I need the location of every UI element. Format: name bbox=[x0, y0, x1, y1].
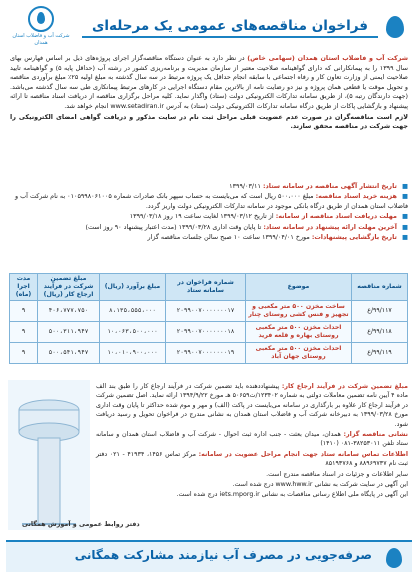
water-drop-icon bbox=[386, 548, 402, 568]
detail-label: هزینه خرید اسناد مناقصه: bbox=[315, 192, 397, 201]
bullet-icon: ■ bbox=[401, 233, 408, 242]
footer-note-value: همدان، میدان بعثت - جنب اداره ثبت احوال - شرکت آب و فاضلاب استان همدان و سامانه ستاد تلفن ۳۸۲۵۳۰۱۱-۰۸۱ (۱۴۱۰) bbox=[96, 431, 408, 448]
tender-number: ۹۹/۱۱۸/ع bbox=[352, 322, 408, 343]
detail-value: از تاریخ ۱۳۹۹/۰۳/۱۲ لغایت ساعت ۱۹ روز ۱۳۹۹/۰۳/۱۸ bbox=[129, 212, 274, 221]
footer-note-value: مرکز تماس ۱۴۵۶، ۴۱۹۳۴ - ۰۲۱ دفتر ثبت نام ۸۸۹۶۹۷۳۷ و ۸۵۱۹۳۷۶۸ bbox=[96, 450, 408, 468]
tender-number: ۹۹/۱۱۷/ع bbox=[352, 301, 408, 322]
footer-note-label: مبلغ تضمین شرکت در فرآیند ارجاع کار: bbox=[281, 383, 408, 390]
table-row bbox=[10, 343, 408, 364]
call-number: ۲۰۹۹۰۰۷۰۰۰۰۰۰۰۱۹ bbox=[166, 343, 246, 364]
guarantee-amount: ۵۰۰،۵۴۱،۹۴۷ bbox=[38, 343, 100, 364]
table-row bbox=[10, 301, 408, 322]
page-title bbox=[82, 14, 378, 38]
column-header: موضوع bbox=[246, 274, 352, 301]
water-tower-illustration bbox=[8, 380, 90, 530]
column-header: شماره مناقصه bbox=[352, 274, 408, 301]
signature: دفتر روابط عمومی و آموزش همگانی bbox=[22, 520, 140, 528]
bottom-banner bbox=[6, 540, 412, 572]
footer-extra: سایر اطلاعات و جزئیات در اسناد مناقصه مندرج است. bbox=[266, 470, 408, 478]
slogan: صرفه‌جویی در مصرف آب نیازمند مشارکت همگانی bbox=[74, 548, 372, 562]
column-header: شماره فراخوان در سامانه ستاد bbox=[166, 274, 246, 301]
tender-subject: ساخت مخزن ۵۰۰ متر مکعبی و تجهیز و فنس کشی روستای چنار bbox=[246, 301, 352, 322]
call-number: ۲۰۹۹۰۰۷۰۰۰۰۰۰۰۱۷ bbox=[166, 301, 246, 322]
detail-label: تاریخ انتشار آگهی مناقصه در سامانه ستاد: bbox=[262, 182, 397, 190]
estimate-amount: ۱۰،۰۶۳،۵۰۰،۰۰۰ bbox=[100, 322, 166, 343]
bullet-icon: ■ bbox=[401, 182, 408, 190]
intro-text-2: لازم است مناقصه‌گران در صورت عدم عضویت قبلی مراحل ثبت نام در سایت مذکور و دریافت گواهی امضای الکترونیکی را جهت شرکت در مناقصه محقق سازند. bbox=[10, 112, 408, 131]
column-header: مدت اجرا (ماه) bbox=[10, 274, 38, 301]
guarantee-amount: ۵۰۰،۳۱۱،۹۴۷ bbox=[38, 322, 100, 343]
estimate-amount: ۸،۱۳۵،۵۵۵،۰۰۰ bbox=[100, 301, 166, 322]
footer-note-label: نشانی مناقصه گزار: bbox=[343, 431, 408, 439]
footer-extra: این آگهی در سایت شرکت به نشانی www.hww.ir درج شده است. bbox=[232, 481, 408, 489]
tenders-table bbox=[9, 273, 408, 364]
footer-note bbox=[96, 450, 408, 469]
detail-label: تاریخ بازگشایی پیشنهادات: bbox=[311, 233, 397, 242]
detail-row bbox=[10, 192, 408, 211]
detail-label: مهلت دریافت اسناد مناقصه از سامانه: bbox=[275, 212, 397, 221]
detail-row bbox=[10, 223, 408, 232]
guarantee-amount: ۴۰۶،۷۷۷،۷۵۰ bbox=[38, 301, 100, 322]
detail-row bbox=[10, 233, 408, 242]
call-number: ۲۰۹۹۰۰۷۰۰۰۰۰۰۰۱۸ bbox=[166, 322, 246, 343]
bullet-icon: ■ bbox=[401, 222, 408, 231]
tender-details bbox=[10, 182, 408, 243]
table-header-row bbox=[10, 274, 408, 301]
tender-number: ۹۹/۱۱۹/ع bbox=[352, 343, 408, 364]
bullet-icon: ■ bbox=[401, 192, 408, 201]
water-tower-icon bbox=[8, 380, 90, 530]
duration: ۹ bbox=[10, 322, 38, 343]
detail-label: آخرین مهلت ارائه پیشنهاد در سامانه ستاد: bbox=[263, 222, 397, 231]
footer-note-value: پیشنهاددهنده باید تضمین شرکت در فرآیند ارجاع کار را طبق بند الف ماده ۴ آیین نامه تضمین معاملات دولتی به شماره ۱۲۳۴۰۲/ت۵۰۶۵۹ هـ مورخ ۱۳۹۴/۹/۲۲ ارائه نماید. اصل تضمین شرکت در فرآیند ارجاع کار علاوه بر بارگذاری در سامانه می‌بایست در پاکت (الف) و مهر و موم شده حداکثر تا پایان وقت اداری مورخ ۱۳۹۹/۰۳/۲۸ به دبیرخانه شرکت آب و فاضلاب استان همدان به نشانی مندرج در فراخوان تحویل و رسید دریافت شود. bbox=[96, 383, 409, 428]
intro-paragraph bbox=[10, 54, 408, 133]
header bbox=[6, 4, 412, 50]
company-logo bbox=[6, 4, 76, 50]
duration: ۹ bbox=[10, 343, 38, 364]
column-header: مبلغ برآورد (ریال) bbox=[100, 274, 166, 301]
table-row bbox=[10, 322, 408, 343]
detail-row bbox=[10, 182, 408, 191]
column-header: مبلغ تضمین شرکت در فرآیند ارجاع کار (ریال) bbox=[38, 274, 100, 301]
logo-text: شرکت آب و فاضلاب استان همدان bbox=[12, 33, 70, 46]
footer-notes bbox=[96, 382, 408, 501]
footer-note bbox=[96, 382, 408, 429]
logo-drop-icon bbox=[28, 6, 54, 32]
estimate-amount: ۱۰،۰۱۰،۹۰۰،۰۰۰ bbox=[100, 343, 166, 364]
detail-value: تا پایان وقت اداری ۱۳۹۹/۰۳/۲۸ (مدت اعتبار پیشنهاد ۹۰ روز است) bbox=[85, 222, 262, 231]
footer-note-label: اطلاعات تماس سامانه ستاد جهت انجام مراحل عضویت در سامانه: bbox=[198, 450, 408, 458]
intro-lead: شرکت آب و فاضلاب استان همدان (سهامی خاص) bbox=[247, 54, 408, 62]
detail-value: ۱۳۹۹/۰۳/۱۱ bbox=[229, 182, 261, 190]
intro-text: در نظر دارد به عنوان دستگاه مناقصه‌گزار اجرای پروژه‌های ذیل بر اساس فهارس بهای سال ۱۳۹۹ را به پیمانکارانی که دارای گواهینامه صلاحیت معتبر از سازمان مدیریت و برنامه‌ریزی کشور در رشته آب (حداقل پایه ۵) و گواهینامه تایید صلاحیت ایمنی از وزارت تعاون کار و رفاه اجتماعی با سابقه انجام حداقل یک پروژه مرتبط در سه سال گذشته به مبلغ اولیه ۲۵٪ مبلغ برآوردی مناقصه و تحویل موقت یا قطعی همان پروژه و نیز دو رضایت نامه از بالاترین مقام دستگاه اجرایی در کارهای مرتبط پیمانکاری طی سه سال گذشته می‌باشد. (جهت دارندگان رتبه ۵)، از طریق سامانه تدارکات الکترونیکی دولت (ستاد) واگذار نماید. کلیه مراحل برگزاری مناقصه از دریافت اسناد مناقصه تا ارائه پیشنهاد و بازگشایی پاکات از طریق درگاه سامانه تدارکات الکترونیکی دولت (ستاد) به آدرس www.setadiran.ir انجام خواهد شد. bbox=[10, 54, 408, 110]
detail-row bbox=[10, 212, 408, 221]
bullet-icon: ■ bbox=[401, 212, 408, 221]
page-title-text: فراخوان مناقصه‌های عمومی یک مرحله‌ای bbox=[92, 18, 368, 34]
footer-extra: این آگهی در پایگاه ملی اطلاع رسانی مناقصات به نشانی iets.mporg.ir درج شده است. bbox=[176, 491, 408, 499]
duration: ۹ bbox=[10, 301, 38, 322]
title-bar bbox=[82, 14, 378, 38]
water-drop-icon bbox=[386, 16, 404, 38]
tender-subject: احداث مخزن ۵۰۰ متر مکعبی روستای جهان آباد bbox=[246, 343, 352, 364]
detail-value: مبلغ ۵۰۰،۰۰۰ ریال است که می‌بایست به حساب سپهر بانک صادرات شماره ۰۱۰۵۹۹۸۰۶۱۰۰۵ به نام شرکت آب و فاضلاب استان همدان از طریق درگاه بانکی موجود در سامانه تدارکات الکترونیکی دولت واریز گردد. bbox=[15, 192, 408, 210]
detail-value: مورخ ۱۳۹۹/۰۴/۰۱ ساعت ۱۰ صبح سالن جلسات مناقصه گزار bbox=[147, 233, 310, 242]
footer-note bbox=[96, 430, 408, 449]
tender-subject: احداث مخزن ۵۰۰ متر مکعبی روستای بهاره و قلعه فرید bbox=[246, 322, 352, 343]
